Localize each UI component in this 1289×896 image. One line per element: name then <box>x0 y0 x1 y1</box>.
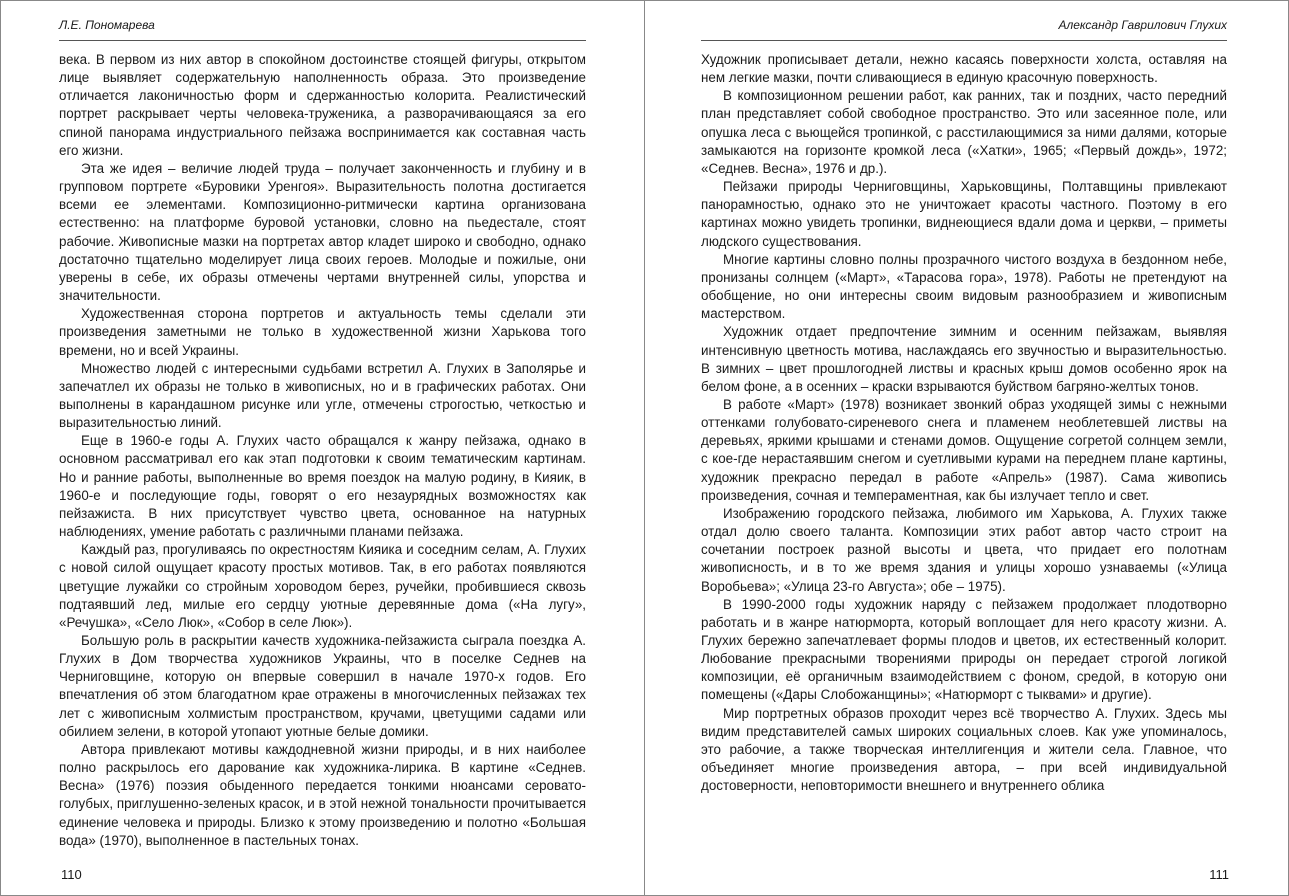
paragraph: Большую роль в раскрытии качеств художника-пейзажиста сыграла поездка А. Глухих в Дом творчества художников Украины, что в поселке Седнев на Черниговщине, которую он впервые совершил в начале 1970-х годов. Его впечатления об этом благодатном крае отражены в многочисленных пейзажах тех лет с живописным холмистым пространством, кручами, цветущими садами или обилием зелени, в которой утопают уютные белые домики. <box>59 633 586 739</box>
running-head-left: Л.Е. Пономарева <box>59 18 155 32</box>
paragraph: Множество людей с интересными судьбами встретил А. Глухих в Заполярье и запечатлел их образы не только в живописных, но и в графических работах. Они выполнены в карандашном рисунке или угле, отмечены строгостью, четкостью и выразительностью линий. <box>59 360 586 431</box>
paragraph: В композиционном решении работ, как ранних, так и поздних, часто передний план представляет собой свободное пространство. Это или засеянное поле, или опушка леса с вьющейся тропинкой, с расстилающимися за ними далями, которые замыкаются на горизонте кромкой леса («Хатки», 1965; «Первый дождь», 1972; «Седнев. Весна», 1976 и др.). <box>701 88 1227 176</box>
header-rule-left <box>59 40 586 41</box>
paragraph: Изображению городского пейзажа, любимого им Харькова, А. Глухих также отдал долю своего таланта. Композиции этих работ автор часто строит на сочетании построек разной высоты и цвета, что придает его полотнам живописность, и в то же время здания и улицы хорошо узнаваемы («Улица Воробьева»; «Улица 23-го Августа»; обе – 1975). <box>701 505 1227 594</box>
paragraph: Художник отдает предпочтение зимним и осенним пейзажам, выявляя интенсивную цветность мотива, наслаждаясь его звучностью и выразительностью. В зимних – цвет прошлогодней листвы и красных крыш домов особенно ярок на белом фоне, а в осенних – краски взрываются буйством багряно-желтых тонов. <box>701 324 1227 394</box>
paragraph: Многие картины словно полны прозрачного чистого воздуха в бездонном небе, пронизаны солнцем («Март», «Тарасова гора», 1978). Работы не претендуют на обобщение, но они интересны своим видовым разнообразием и живописным мастерством. <box>701 251 1227 322</box>
paragraph: века. В первом из них автор в спокойном достоинстве стоящей фигуры, открытом лице выявляет содержательную наполненность образа. Это произведение отличается лаконичностью форм и сдержанностью колорита. Реалистический портрет раскрывает черты человека-труженика, а разворачивающаяся за его спиной панорама индустриального пейзажа воспринимается как составная часть его жизни. <box>59 52 586 158</box>
paragraph: В работе «Март» (1978) возникает звонкий образ уходящей зимы с нежными оттенками голубовато-сиреневого снега и пламенем необлетевшей листвы на деревьях, яркими крышами и стенами домов. Ощущение согретой солнцем земли, с кое-где нерастаявшим снегом и суетливыми курами на переднем плане картины, художник прекрасно передал в работе «Апрель» (1987). Сама живопись произведения, сочная и темпераментная, как бы излучает тепло и свет. <box>701 396 1227 503</box>
header-rule-right <box>701 40 1227 41</box>
paragraph: Автора привлекают мотивы каждодневной жизни природы, и в них наиболее полно раскрылось его дарование как художника-лирика. В картине «Седнев. Весна» (1976) поэзия обыденного передается тонкими нюансами серовато-голубых, приглушенно-зеленых красок, и в этой нежной тональности прочитывается единение человека и природы. Близко к этому произведению и полотно «Большая вода» (1970), выполненное в пастельных тонах. <box>59 741 586 848</box>
left-page-body <box>59 51 586 850</box>
page-number-right: 111 <box>1209 867 1229 882</box>
paragraph: Мир портретных образов проходит через всё творчество А. Глухих. Здесь мы видим представителей самых широких социальных слоев. Как уже упоминалось, это рабочие, а также творческая интеллигенция и жители села. Главное, что объединяет многие произведения автора, – при всей индивидуальной достоверности, неповторимости внешнего и внутреннего облика <box>701 705 1227 794</box>
paragraph: Эта же идея – величие людей труда – получает законченность и глубину и в групповом портрете «Буровики Уренгоя». Выразительность полотна достигается всеми ее элементами. Композиционно-ритмически картина организована естественно: на платформе буровой установки, словно на пьедестале, стоят рабочие. Живописные мазки на портретах автор кладет широко и свободно, однако достаточно тщательно моделирует лица своих героев. Молодые и пожилые, они уверены в себе, их образы отмечены чертами внутренней силы, упорства и значительности. <box>59 160 586 304</box>
right-page <box>645 1 1289 895</box>
page-number-left: 110 <box>61 867 82 882</box>
paragraph: Пейзажи природы Черниговщины, Харьковщины, Полтавщины привлекают панорамностью, однако это не уничтожает красоты частного. Поэтому в его картинах можно увидеть тропинки, виднеющиеся вдали дома и церкви, – приметы людского существования. <box>701 179 1227 249</box>
paragraph: Еще в 1960-е годы А. Глухих часто обращался к жанру пейзажа, однако в основном рассматривал его как этап подготовки к своим тематическим картинам. Но и ранние работы, выполненные во время поездок на малую родину, в Кияик, в 1960-е и последующие годы, говорят о его незаурядных возможностях как пейзажиста. В них присутствует чувство цвета, основанное на натурных наблюдениях, умение работать с различными планами пейзажа. <box>59 433 586 540</box>
running-head-right: Александр Гаврилович Глухих <box>1058 18 1227 32</box>
paragraph: Художественная сторона портретов и актуальность темы сделали эти произведения заметными не только в художественной жизни Харькова того времени, но и всей Украины. <box>59 306 586 358</box>
paragraph: Художник прописывает детали, нежно касаясь поверхности холста, оставляя на нем легкие мазки, почти сливающиеся в единую красочную поверхность. <box>701 52 1227 86</box>
right-page-body <box>701 51 1227 795</box>
left-page <box>1 1 645 895</box>
paragraph: В 1990-2000 годы художник наряду с пейзажем продолжает плодотворно работать и в жанре натюрморта, который воплощает для него красоту жизни. А. Глухих бережно запечатлевает формы плодов и цветов, их естественный колорит. Любование прекрасными творениями природы он передает строгой логикой композиции, её органичным взаимодействием с фоном, средой, в которую они помещены («Дары Слобожанщины»; «Натюрморт с тыквами» и другие). <box>701 596 1227 703</box>
paragraph: Каждый раз, прогуливаясь по окрестностям Кияика и соседним селам, А. Глухих с новой силой ощущает красоту простых мотивов. Так, в его работах появляются цветущие лужайки со стройным хороводом берез, ручейки, пробившиеся сквозь подтаявший лед, милые его сердцу уютные деревянные дома («На лугу», «Речушка», «Село Люк», «Собор в селе Люк»). <box>59 542 586 630</box>
